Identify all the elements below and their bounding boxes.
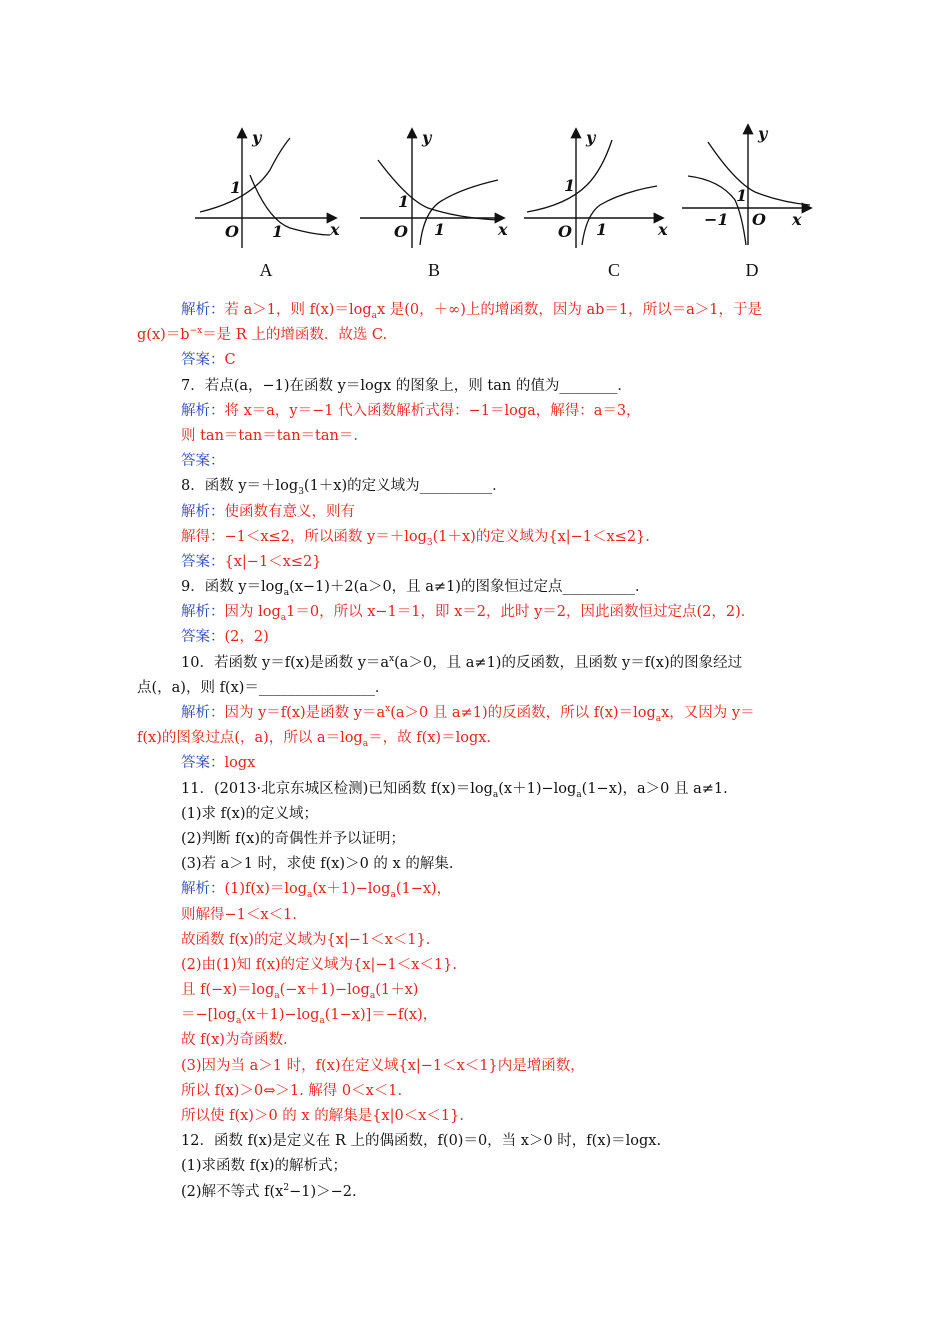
q6-solution-line-2: $g(x)=b^{-x}=$是 R 上的增函数．故选 C. xyxy=(137,326,388,344)
x-axis-label: x xyxy=(792,210,802,229)
q8-stem: 8．函数 $y=+\log_3(1+x)$的定义域为__________． xyxy=(181,478,507,498)
q10-stem-line-1: 10．若函数 y＝f(x)是函数 $y=a^x(a>0$，且 a≠1)的反函数，且函数 y＝f(x)的图象经过 xyxy=(181,653,743,671)
q12-part-2: (2)解不等式 $f(x^2-1)>-2$. xyxy=(181,1182,357,1200)
graph-b xyxy=(358,120,518,290)
y-axis-label: y xyxy=(422,128,432,147)
one-x-label: 1 xyxy=(434,220,446,239)
answer-label: 答案： xyxy=(181,629,225,646)
curve-exponential xyxy=(200,138,290,212)
graph-c xyxy=(522,120,682,290)
one-y-label: 1 xyxy=(736,186,748,205)
q11-solution-line-1: 解析：$(1)f(x)=\log_a(x+1)-\log_a(1-x)$， xyxy=(181,881,452,901)
q9-answer: 答案：(2，2) xyxy=(181,629,269,646)
q11-solution-line-6: $=-[\log_a(x+1)-\log_a(1-x)]=-f(x)$， xyxy=(181,1007,438,1027)
origin-label: O xyxy=(394,222,408,241)
q12-part-1: (1)求函数 f(x)的解析式； xyxy=(181,1158,348,1175)
graph-a-plot xyxy=(190,120,350,260)
curve-log xyxy=(582,186,657,245)
solution-label: 解析： xyxy=(181,881,225,898)
one-y-label: 1 xyxy=(398,192,410,211)
q11-solution-line-4: (2)由(1)知 f(x)的定义域为{x|−1＜x＜1}. xyxy=(181,956,457,973)
q10-stem-line-2: 点(，a)，则 f(x)＝________________． xyxy=(137,679,390,696)
q8-solution-line-2: 解得：−1＜x≤2，所以函数 $y=+\log_3(1+x)$的定义域为{x|−1＜x≤2}. xyxy=(181,528,650,548)
y-axis-label: y xyxy=(586,128,596,147)
answer-label: 答案： xyxy=(181,553,225,570)
solution-label: 解析： xyxy=(181,705,225,721)
document-body xyxy=(137,298,827,1205)
solution-label: 解析： xyxy=(181,302,225,318)
q7-answer xyxy=(137,449,827,474)
graph-d-caption: D xyxy=(745,260,759,280)
graph-c-caption: C xyxy=(607,260,620,280)
q11-solution-line-3: 故函数 f(x)的定义域为{x|−1＜x＜1}. xyxy=(181,931,431,948)
q12-stem: 12．函数 f(x)是定义在 R 上的偶函数，f(0)＝0，当 x＞0 时，f(x)＝logx. xyxy=(181,1133,662,1150)
q11-solution-line-5: 且 $f(-x)=\log_a(-x+1)-\log_a(1+x)$ xyxy=(181,982,419,1001)
q6-solution-line-1: 解析：若 a＞1，则 $f(x)=\log_ax$ 是(0，＋∞)上的增函数，因为 ab＝1，所以＝a＞1，于是 xyxy=(181,302,763,321)
solution-label: 解析： xyxy=(181,503,225,520)
graph-d xyxy=(680,120,840,290)
graphs-figure xyxy=(180,120,820,290)
q9-solution: 解析：因为 $\log_a1=0$，所以 x−1＝1，即 x＝2，此时 y＝2，因此函数恒过定点(2，2)． xyxy=(181,604,756,624)
neg-one-label: −1 xyxy=(704,210,729,229)
one-y-label: 1 xyxy=(564,176,576,195)
q7-stem: 7．若点(a，−1)在函数 y＝logx 的图象上，则 tan 的值为________． xyxy=(181,377,632,394)
y-axis-label: y xyxy=(252,128,262,147)
q11-stem: 11．(2013·北京东城区检测)已知函数 $f(x)=\log_a(x+1)-\log_a(1-x)$，a＞0 且 a≠1. xyxy=(181,780,728,800)
q11-solution-line-2: 则解得−1＜x＜1. xyxy=(181,906,297,923)
q7-solution-line-1: 解析：将 x＝a，y＝−1 代入函数解析式得：−1＝loga，解得：a＝3， xyxy=(181,402,641,419)
solution-label: 解析： xyxy=(181,402,225,419)
one-x-label: 1 xyxy=(272,222,284,241)
q10-answer: 答案：logx xyxy=(181,755,256,772)
curve-log xyxy=(250,175,330,235)
y-axis-label: y xyxy=(758,124,768,143)
origin-label: O xyxy=(225,222,239,241)
graph-a xyxy=(190,120,350,290)
q9-stem: 9．函数 $y=\log_a(x-1)+2(a>0$，且 a≠1)的图象恒过定点__________． xyxy=(181,579,650,598)
x-axis-label: x xyxy=(498,220,508,239)
q10-solution-line-2: f(x)的图象过点(，a)，所以 $a=\log_a=$，故 f(x)＝logx. xyxy=(137,730,492,750)
x-axis-label: x xyxy=(658,220,668,239)
answer-label: 答案： xyxy=(181,755,225,772)
q8-answer: 答案：{x|−1＜x≤2} xyxy=(181,553,322,570)
q11-solution-line-9: 所以 f(x)＞0⇔＞1. 解得 0＜x＜1. xyxy=(181,1082,403,1099)
one-y-label: 1 xyxy=(230,178,242,197)
graph-c-plot xyxy=(522,120,682,260)
graph-b-plot xyxy=(358,120,518,260)
curve-log xyxy=(420,180,498,245)
q10-solution-line-1: 解析：因为 y＝f(x)是函数 $y=a^x(a>0$ 且 a≠1)的反函数，所以 $f(x)=\log_ax$，又因为 y＝ xyxy=(181,704,755,724)
origin-label: O xyxy=(558,222,572,241)
q11-part-1: (1)求 f(x)的定义域； xyxy=(181,805,319,822)
q8-solution-line-1: 解析：使函数有意义，则有 xyxy=(181,503,355,520)
answer-label: 答案： xyxy=(181,453,225,470)
graph-a-caption: A xyxy=(259,260,273,280)
graph-b-caption: B xyxy=(427,260,440,280)
origin-label: O xyxy=(752,210,766,229)
curve-exponential xyxy=(378,160,498,220)
q7-solution-line-2: 则 tan＝tan＝tan＝tan＝. xyxy=(181,427,358,444)
curve-exponential xyxy=(708,142,810,205)
answer-label: 答案： xyxy=(181,352,225,369)
q11-solution-line-8: (3)因为当 a＞1 时，f(x)在定义域{x|−1＜x＜1}内是增函数， xyxy=(181,1057,585,1074)
q11-solution-line-7: 故 f(x)为奇函数. xyxy=(181,1032,288,1049)
x-axis-label: x xyxy=(330,220,340,239)
one-x-label: 1 xyxy=(596,220,608,239)
q11-solution-line-10: 所以使 f(x)＞0 的 x 的解集是{x|0＜x＜1}. xyxy=(181,1108,464,1124)
q11-part-2: (2)判断 f(x)的奇偶性并予以证明； xyxy=(181,830,406,847)
q11-part-3: (3)若 a＞1 时，求使 f(x)＞0 的 x 的解集. xyxy=(181,856,454,873)
q6-answer: 答案：C xyxy=(181,352,236,369)
solution-label: 解析： xyxy=(181,604,225,621)
